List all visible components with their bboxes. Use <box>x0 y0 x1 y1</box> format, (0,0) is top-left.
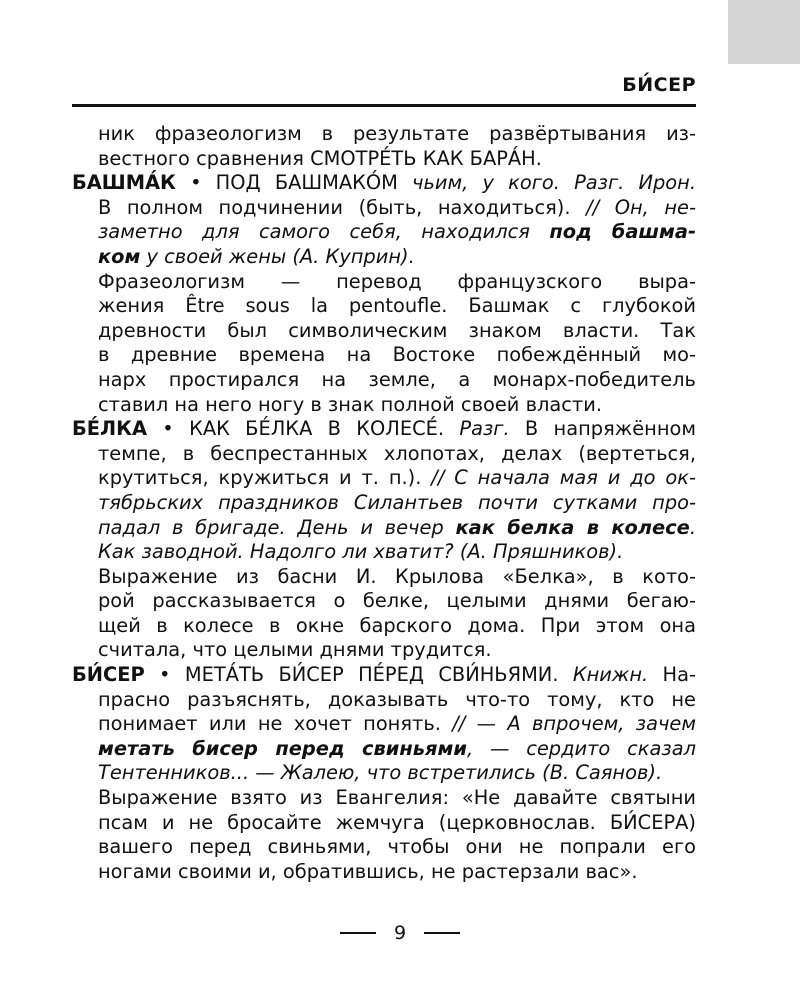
phrase: КАК БЕ́ЛКА В КОЛЕСЕ́. <box>189 417 460 441</box>
phrase: ПОД БАШМАКО́М <box>215 171 413 195</box>
text-line: прасно разъяснять, доказывать что-то тому, кто не <box>98 687 696 711</box>
text-line: псам и не бросайте жемчуга (церковнослав. БИ́СЕРА) <box>98 810 696 834</box>
text-line: вестного сравнения СМОТРЕ́ТЬ КАК БАРА́Н. <box>98 146 542 170</box>
text-line <box>72 466 696 491</box>
text-line: темпе, в беспрестанных хлопотах, делах (вертеться, <box>98 441 696 465</box>
grammar-label: Книжн. <box>572 663 649 687</box>
entry-bashmak <box>72 171 696 269</box>
text-line: считала, что целыми днями трудится. <box>98 638 492 662</box>
etymology-note <box>72 270 696 418</box>
etymology-note <box>72 786 696 884</box>
example: // — А впрочем, зачем <box>452 712 696 736</box>
bullet: • <box>175 171 216 195</box>
example: тябрьских праздников Силантьев почти сутками про- <box>98 490 696 514</box>
text-line: ставил на него ногу в знак полной своей власти. <box>98 392 602 416</box>
example: , — сердито сказал <box>466 736 696 760</box>
page-number: 9 <box>393 922 407 944</box>
header-rule <box>72 104 696 107</box>
text-line <box>72 196 696 221</box>
footer-dash-right <box>424 932 460 934</box>
headword: БИ́СЕР <box>72 663 145 687</box>
example: // Он, не- <box>586 195 696 219</box>
entry-first-line <box>72 417 696 442</box>
entry-biser <box>72 663 696 786</box>
bullet: • <box>147 417 190 441</box>
text-line: нарх простирался на земле, а монарх-победитель <box>98 367 696 391</box>
text-line <box>72 516 696 541</box>
text-line <box>72 737 696 762</box>
text-line: щей в колесе в окне барского дома. При этом она <box>98 613 696 637</box>
example: у своей жены (А. Куприн). <box>140 244 415 268</box>
dictionary-content <box>72 122 696 884</box>
text-line <box>72 712 696 737</box>
definition: понимает или не хочет понять. <box>98 712 453 736</box>
continuation-paragraph <box>72 122 696 171</box>
grammar-label: Разг. <box>459 417 510 441</box>
etymology-note <box>72 565 696 663</box>
text-line <box>72 220 696 245</box>
entry-belka <box>72 417 696 565</box>
definition: крутиться, кружиться и т. п.). <box>98 466 432 490</box>
text-line: рой рассказывается о белке, целыми днями бегаю- <box>98 589 696 613</box>
example-idiom: как белка в колесе <box>455 515 690 539</box>
running-head: БИ́СЕР <box>622 74 696 96</box>
example-idiom: под башма- <box>549 220 696 244</box>
text-line: Выражение из басни И. Крылова «Белка», в кото- <box>98 564 696 588</box>
example: Тентенников... — Жалею, что встретились (В. Саянов). <box>98 761 663 785</box>
headword: БАШМА́К <box>72 171 176 195</box>
entry-first-line <box>72 171 696 196</box>
example: . <box>689 515 696 539</box>
phrase: МЕТА́ТЬ БИ́СЕР ПЕ́РЕД СВИ́НЬЯМИ. <box>184 663 573 687</box>
example-idiom: метать бисер перед свиньями <box>98 736 467 760</box>
example: // С начала мая и до ок- <box>431 466 696 490</box>
text-line <box>72 491 696 516</box>
definition: В полном подчинении (быть, находиться). <box>98 195 587 219</box>
text-line: ник фразеологизм в результате развёртывания из- <box>98 122 696 145</box>
definition: На- <box>648 663 697 687</box>
text-line: в древние времена на Востоке побеждённый мо- <box>98 343 696 367</box>
text-line: вашего перед свиньями, чтобы они не попрали его <box>98 835 696 859</box>
corner-thumb-tab <box>728 0 800 64</box>
text-line: жения Être sous la pentoufle. Башмак с глубокой <box>98 294 696 318</box>
text-line <box>72 761 696 786</box>
text-line: Выражение взято из Евангелия: «Не давайте святыни <box>98 786 696 810</box>
text-line: Фразеологизм — перевод французского выра- <box>98 269 696 293</box>
definition: В напряжённом <box>509 417 696 441</box>
example: падал в бригаде. День и вечер <box>98 515 456 539</box>
page-footer <box>0 922 800 944</box>
text-line <box>72 540 696 565</box>
entry-first-line <box>72 663 696 688</box>
footer-dash-left <box>340 932 376 934</box>
text-line: ногами своими и, обратившись, не растерзали вас». <box>98 859 638 883</box>
text-line <box>72 245 696 270</box>
example: заметно для самого себя, находился <box>98 220 550 244</box>
example-idiom: ком <box>98 244 141 268</box>
bullet: • <box>144 663 185 687</box>
text-line: древности был символическим знаком власти. Так <box>98 318 696 342</box>
headword: БЕ́ЛКА <box>72 417 147 441</box>
grammar-label: чьим, у кого. Разг. Ирон. <box>412 171 696 195</box>
example: Как заводной. Надолго ли хватит? (А. Пряшников). <box>98 540 624 564</box>
